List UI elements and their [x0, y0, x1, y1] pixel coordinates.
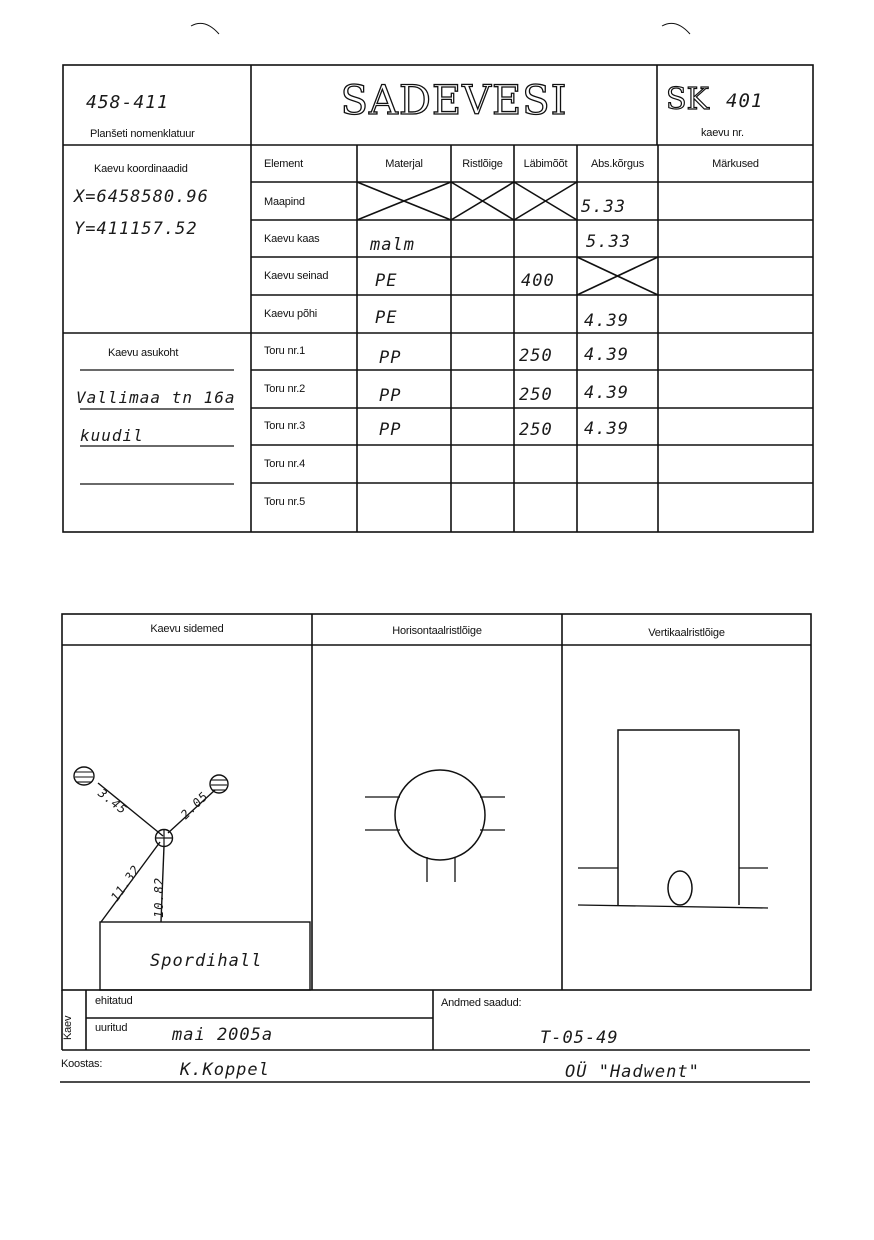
location-label: Kaevu asukoht	[108, 347, 179, 359]
distance-label-d: 10.82	[152, 876, 166, 918]
col-header-material: Materjal	[385, 158, 423, 170]
nomenclature-label: Planšeti nomenklatuur	[90, 128, 195, 140]
page-title: SADEVESI	[340, 78, 568, 124]
row-material: PP	[379, 420, 402, 440]
row-material: PE	[375, 308, 398, 328]
distance-label-a: 3.45	[95, 786, 130, 818]
well-code: SK	[666, 82, 709, 117]
well-number-label: kaevu nr.	[701, 127, 744, 139]
well-number: 401	[726, 90, 764, 112]
horizontal-panel-label: Horisontaalristlõige	[392, 625, 482, 637]
coordinates-label: Kaevu koordinaadid	[94, 163, 188, 175]
col-header-section: Ristlõige	[462, 158, 503, 170]
row-height: 4.39	[584, 383, 629, 403]
row-element: Toru nr.4	[264, 458, 306, 470]
row-height: 4.39	[584, 311, 629, 331]
data-source-label: Andmed saadud:	[441, 997, 522, 1009]
coordinate-y: Y=411157.52	[74, 219, 198, 239]
vertical-panel-label: Vertikaalristlõige	[648, 627, 725, 639]
compiled-label: Koostas:	[61, 1058, 103, 1070]
col-header-height: Abs.kõrgus	[590, 158, 645, 170]
row-material: PP	[379, 348, 402, 368]
row-element: Maapind	[264, 196, 305, 208]
col-header-element: Element	[264, 158, 303, 170]
row-element: Toru nr.2	[264, 383, 306, 395]
built-label: ehitatud	[95, 995, 133, 1007]
row-element: Toru nr.3	[264, 420, 306, 432]
col-header-notes: Märkused	[712, 158, 759, 170]
ties-panel-label: Kaevu sidemed	[150, 623, 224, 635]
col-header-diameter: Läbimõõt	[523, 158, 568, 170]
row-element: Toru nr.5	[264, 496, 306, 508]
company-name: OÜ "Hadwent"	[565, 1062, 700, 1082]
row-diameter: 250	[519, 385, 553, 405]
building-label: Spordihall	[150, 951, 263, 971]
row-height: 4.39	[584, 345, 629, 365]
row-height: 5.33	[586, 232, 631, 252]
row-material: PE	[375, 271, 398, 291]
row-element: Kaevu põhi	[264, 308, 318, 320]
row-material: malm	[370, 235, 415, 255]
row-diameter: 400	[521, 271, 555, 291]
row-element: Toru nr.1	[264, 345, 306, 357]
data-source-value: T-05-49	[540, 1028, 619, 1048]
row-element: Kaevu seinad	[264, 270, 329, 282]
row-element: Kaevu kaas	[264, 233, 320, 245]
row-height: 5.33	[581, 197, 626, 217]
row-diameter: 250	[519, 346, 553, 366]
row-height: 4.39	[584, 419, 629, 439]
nomenclature-value: 458-411	[86, 92, 169, 113]
distance-label-c: 11.32	[108, 862, 144, 905]
compiled-by: K.Koppel	[180, 1060, 270, 1080]
coordinate-x: X=6458580.96	[74, 187, 209, 207]
side-label: Kaev	[62, 1015, 74, 1040]
row-diameter: 250	[519, 420, 553, 440]
location-line-1: Vallimaa tn 16a	[76, 388, 236, 407]
surveyed-label: uuritud	[95, 1022, 128, 1034]
row-material: PP	[379, 386, 402, 406]
surveyed-value: mai 2005a	[172, 1025, 274, 1045]
location-line-2: kuudil	[80, 426, 144, 445]
distance-label-b: 2.05	[178, 788, 212, 822]
